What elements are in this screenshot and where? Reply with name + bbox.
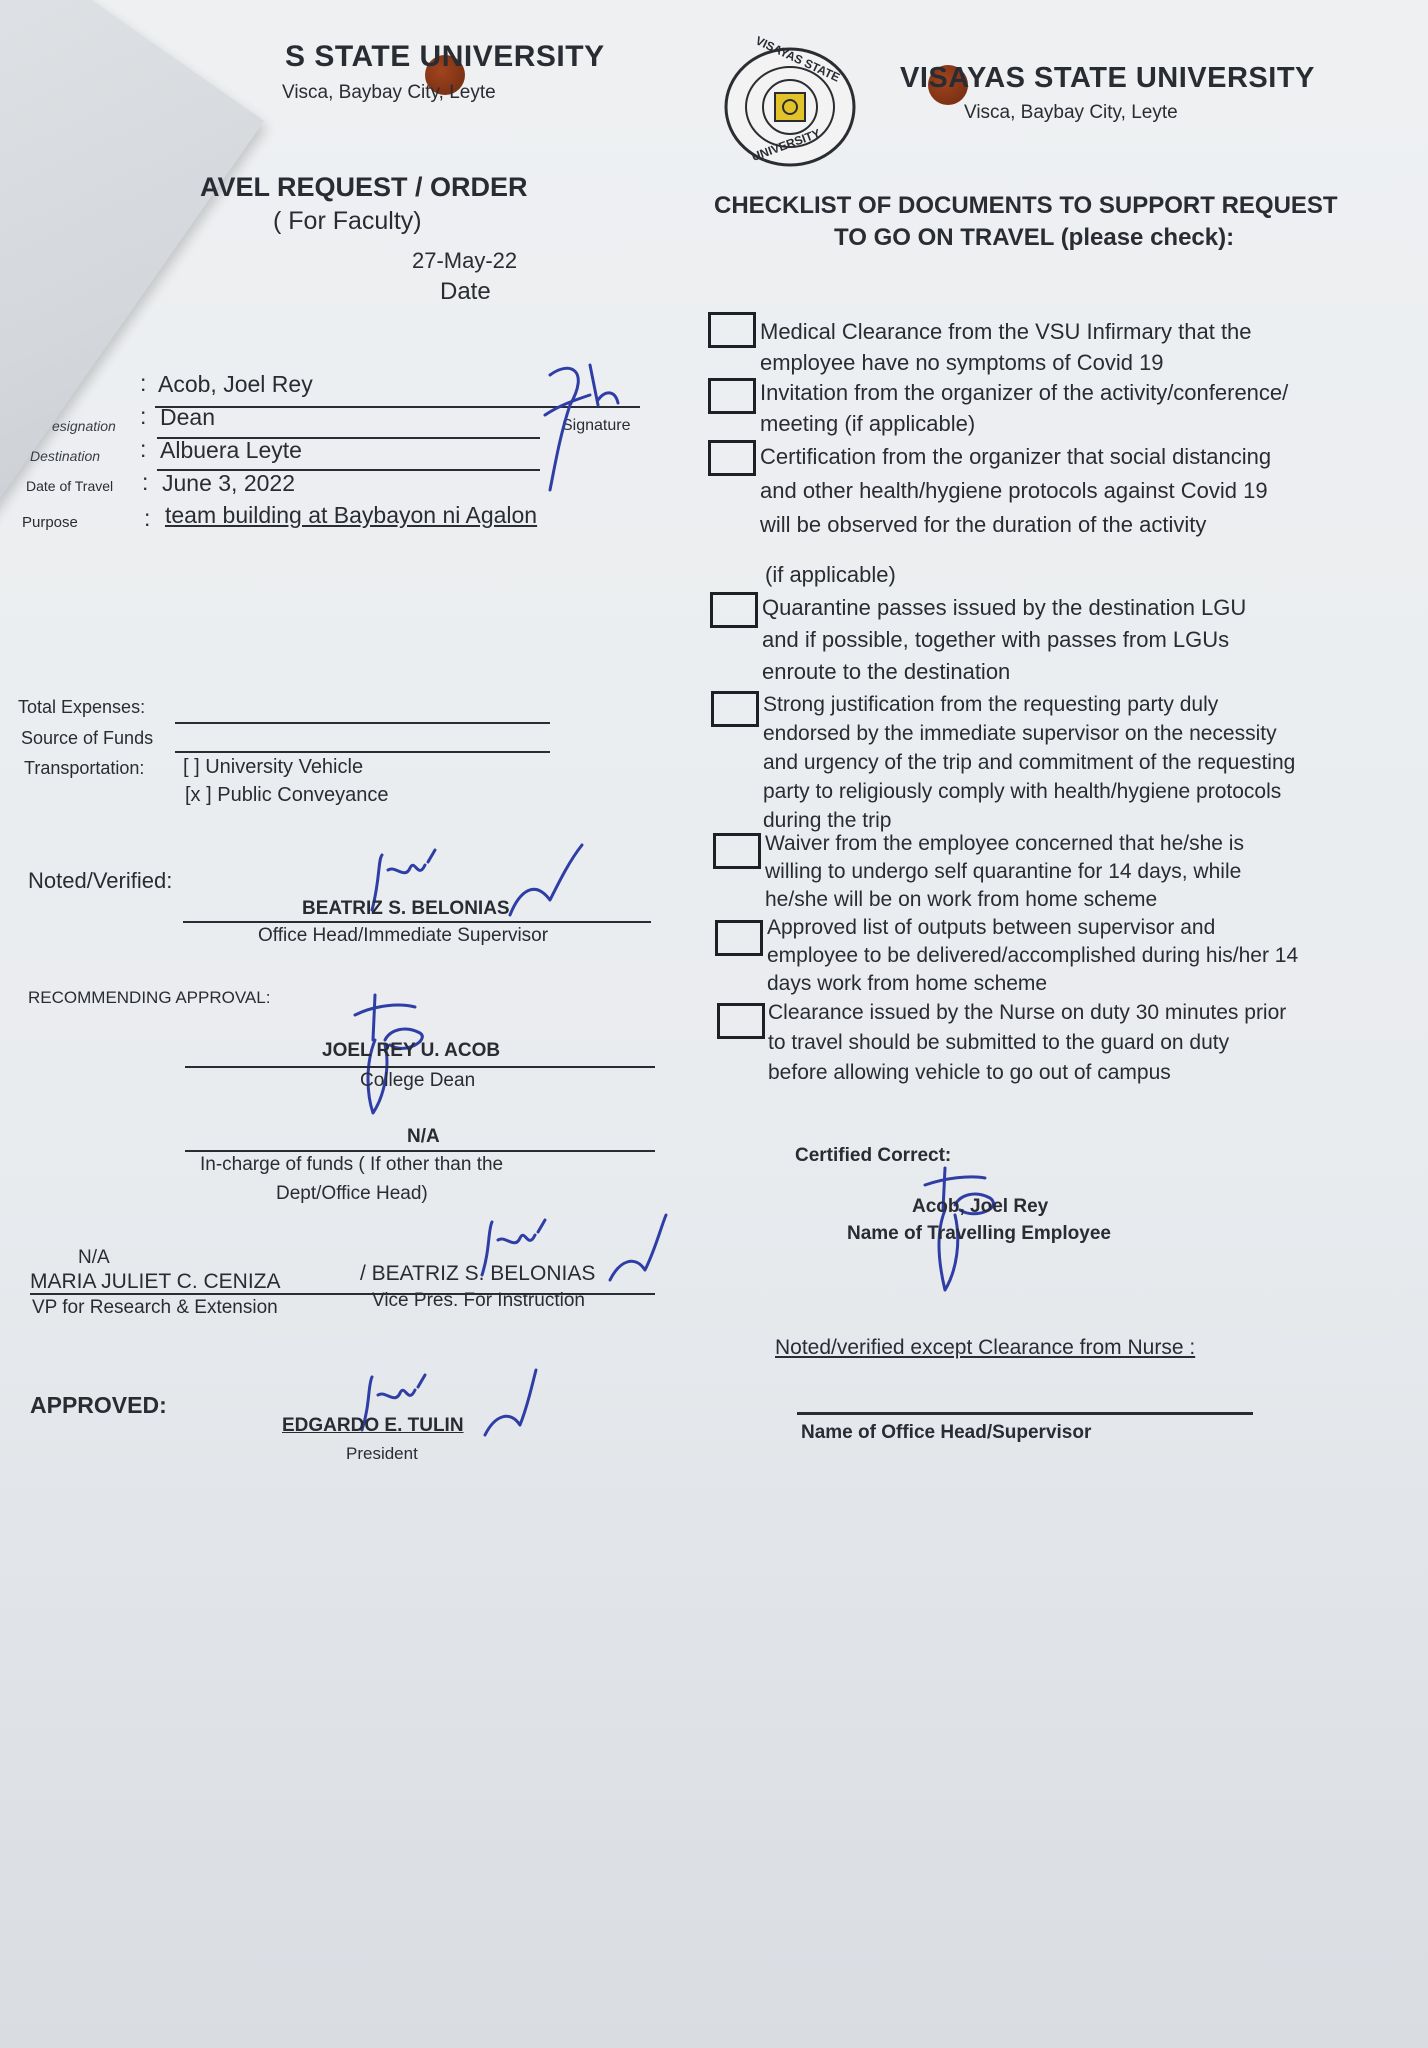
field-colon: : xyxy=(140,436,147,462)
field-destination-label: Destination xyxy=(30,448,101,464)
signature-label: Signature xyxy=(562,417,631,434)
noted-line xyxy=(183,921,651,923)
field-purpose-label: Purpose xyxy=(22,514,78,531)
president-role: President xyxy=(346,1444,418,1463)
vp2-name: / BEATRIZ S. BELONIAS xyxy=(360,1262,596,1285)
field-date-of-travel-label: Date of Travel xyxy=(26,478,114,494)
checkbox-waiver[interactable] xyxy=(713,833,761,869)
certified-correct-label: Certified Correct: xyxy=(795,1145,952,1166)
total-expenses-label: Total Expenses: xyxy=(18,697,146,717)
checkbox-medical-clearance[interactable] xyxy=(708,312,756,348)
office-head-line xyxy=(797,1412,1253,1415)
noted-role: Office Head/Immediate Supervisor xyxy=(258,925,549,946)
president-name: EDGARDO E. TULIN xyxy=(282,1415,464,1436)
recommending-line xyxy=(185,1066,655,1068)
checklist-item-strong-justification: Strong justification from the requesting party duly endorsed by the immediate supervisor on the necessity and urgency of the trip and commitment of the requesting party to religiously comply with health/hygiene protocols during the trip xyxy=(763,693,1296,832)
field-colon: : xyxy=(144,505,151,531)
vp2-role: Vice Pres. For Instruction xyxy=(372,1290,585,1311)
recommending-role: College Dean xyxy=(360,1070,476,1091)
left-address: Visca, Baybay City, Leyte xyxy=(282,82,496,103)
checkbox-quarantine-passes[interactable] xyxy=(710,592,758,628)
right-university-name: VISAYAS STATE UNIVERSITY xyxy=(900,62,1315,94)
checklist-item-quarantine-passes: Quarantine passes issued by the destination LGU and if possible, together with passes from LGUs enroute to the destination xyxy=(762,595,1247,684)
certified-name: Acob, Joel Rey xyxy=(912,1196,1049,1217)
approved-label: APPROVED: xyxy=(30,1392,167,1418)
field-name-value: Acob, Joel Rey xyxy=(158,371,313,397)
checklist-item-approved-outputs: Approved list of outputs between supervisor and employee to be delivered/accomplished during his/her 14 days work from home scheme xyxy=(767,916,1299,995)
seal-text-top: VISAYAS STATE xyxy=(753,33,843,85)
funds-name: N/A xyxy=(407,1126,440,1147)
checklist-if-applicable: (if applicable) xyxy=(765,562,896,587)
date-label: Date xyxy=(440,278,491,305)
applicant-signature xyxy=(530,345,640,495)
noted-except-label: Noted/verified except Clearance from Nurse : xyxy=(775,1336,1196,1359)
checkbox-strong-justification[interactable] xyxy=(711,691,759,727)
source-of-funds-label: Source of Funds xyxy=(21,728,154,748)
funds-role-line1: In-charge of funds ( If other than the xyxy=(200,1154,504,1175)
field-colon: : xyxy=(140,403,147,429)
transportation-label: Transportation: xyxy=(24,758,145,778)
checkbox-approved-outputs[interactable] xyxy=(715,920,763,956)
vp1-prefix: N/A xyxy=(78,1247,110,1268)
checklist-item-waiver: Waiver from the employee concerned that he/she is willing to undergo self quarantine for 14 days, while he/she will be on work from home scheme xyxy=(765,832,1244,911)
checkbox-nurse-clearance[interactable] xyxy=(717,1003,765,1039)
checklist-item-certification: Certification from the organizer that social distancing and other health/hygiene protocols against Covid 19 will be observed for the duration of the activity xyxy=(760,444,1272,537)
recommending-name: JOEL REY U. ACOB xyxy=(322,1040,501,1061)
noted-verified-label: Noted/Verified: xyxy=(28,868,173,893)
field-date-of-travel-value: June 3, 2022 xyxy=(162,470,296,496)
checklist-item-nurse-clearance: Clearance issued by the Nurse on duty 30 minutes prior to travel should be submitted to the guard on duty before allowing vehicle to go out of campus xyxy=(768,1001,1287,1084)
certified-role: Name of Travelling Employee xyxy=(847,1223,1111,1244)
office-head-label: Name of Office Head/Supervisor xyxy=(801,1422,1092,1443)
source-of-funds-line xyxy=(175,751,550,753)
checkbox-certification[interactable] xyxy=(708,440,756,476)
vp1-name: MARIA JULIET C. CENIZA xyxy=(30,1270,281,1293)
transport-option-university-vehicle: [ ] University Vehicle xyxy=(183,756,364,778)
total-expenses-line xyxy=(175,722,550,724)
field-designation-value: Dean xyxy=(160,404,215,430)
checklist-item-medical-clearance: Medical Clearance from the VSU Infirmary that the employee have no symptoms of Covid 19 xyxy=(760,319,1252,375)
recommending-approval-label: RECOMMENDING APPROVAL: xyxy=(28,988,271,1007)
noted-name: BEATRIZ S. BELONIAS xyxy=(302,898,510,919)
funds-line xyxy=(185,1150,655,1152)
date-value: 27-May-22 xyxy=(412,248,518,273)
university-seal xyxy=(722,45,858,170)
vp1-role: VP for Research & Extension xyxy=(32,1297,278,1318)
field-designation-label: esignation xyxy=(52,418,116,434)
field-purpose-value: team building at Baybayon ni Agalon xyxy=(165,502,538,528)
checklist-title-line1: CHECKLIST OF DOCUMENTS TO SUPPORT REQUEST xyxy=(714,192,1338,219)
seal-text-bottom: UNIVERSITY xyxy=(749,126,823,164)
field-colon: : xyxy=(142,469,149,495)
checkbox-invitation[interactable] xyxy=(708,378,756,414)
form-subtitle: ( For Faculty) xyxy=(273,207,422,235)
form-title: AVEL REQUEST / ORDER xyxy=(200,172,528,202)
field-name-colon: : xyxy=(140,370,147,396)
field-destination-value: Albuera Leyte xyxy=(160,437,302,463)
checklist-item-invitation: Invitation from the organizer of the activity/conference/ meeting (if applicable) xyxy=(760,380,1289,436)
funds-role-line2: Dept/Office Head) xyxy=(276,1183,428,1204)
transport-option-public-conveyance: [x ] Public Conveyance xyxy=(185,784,389,806)
left-university-name: S STATE UNIVERSITY xyxy=(285,40,605,73)
checklist-title-line2: TO GO ON TRAVEL (please check): xyxy=(834,224,1235,251)
right-address: Visca, Baybay City, Leyte xyxy=(964,102,1178,123)
